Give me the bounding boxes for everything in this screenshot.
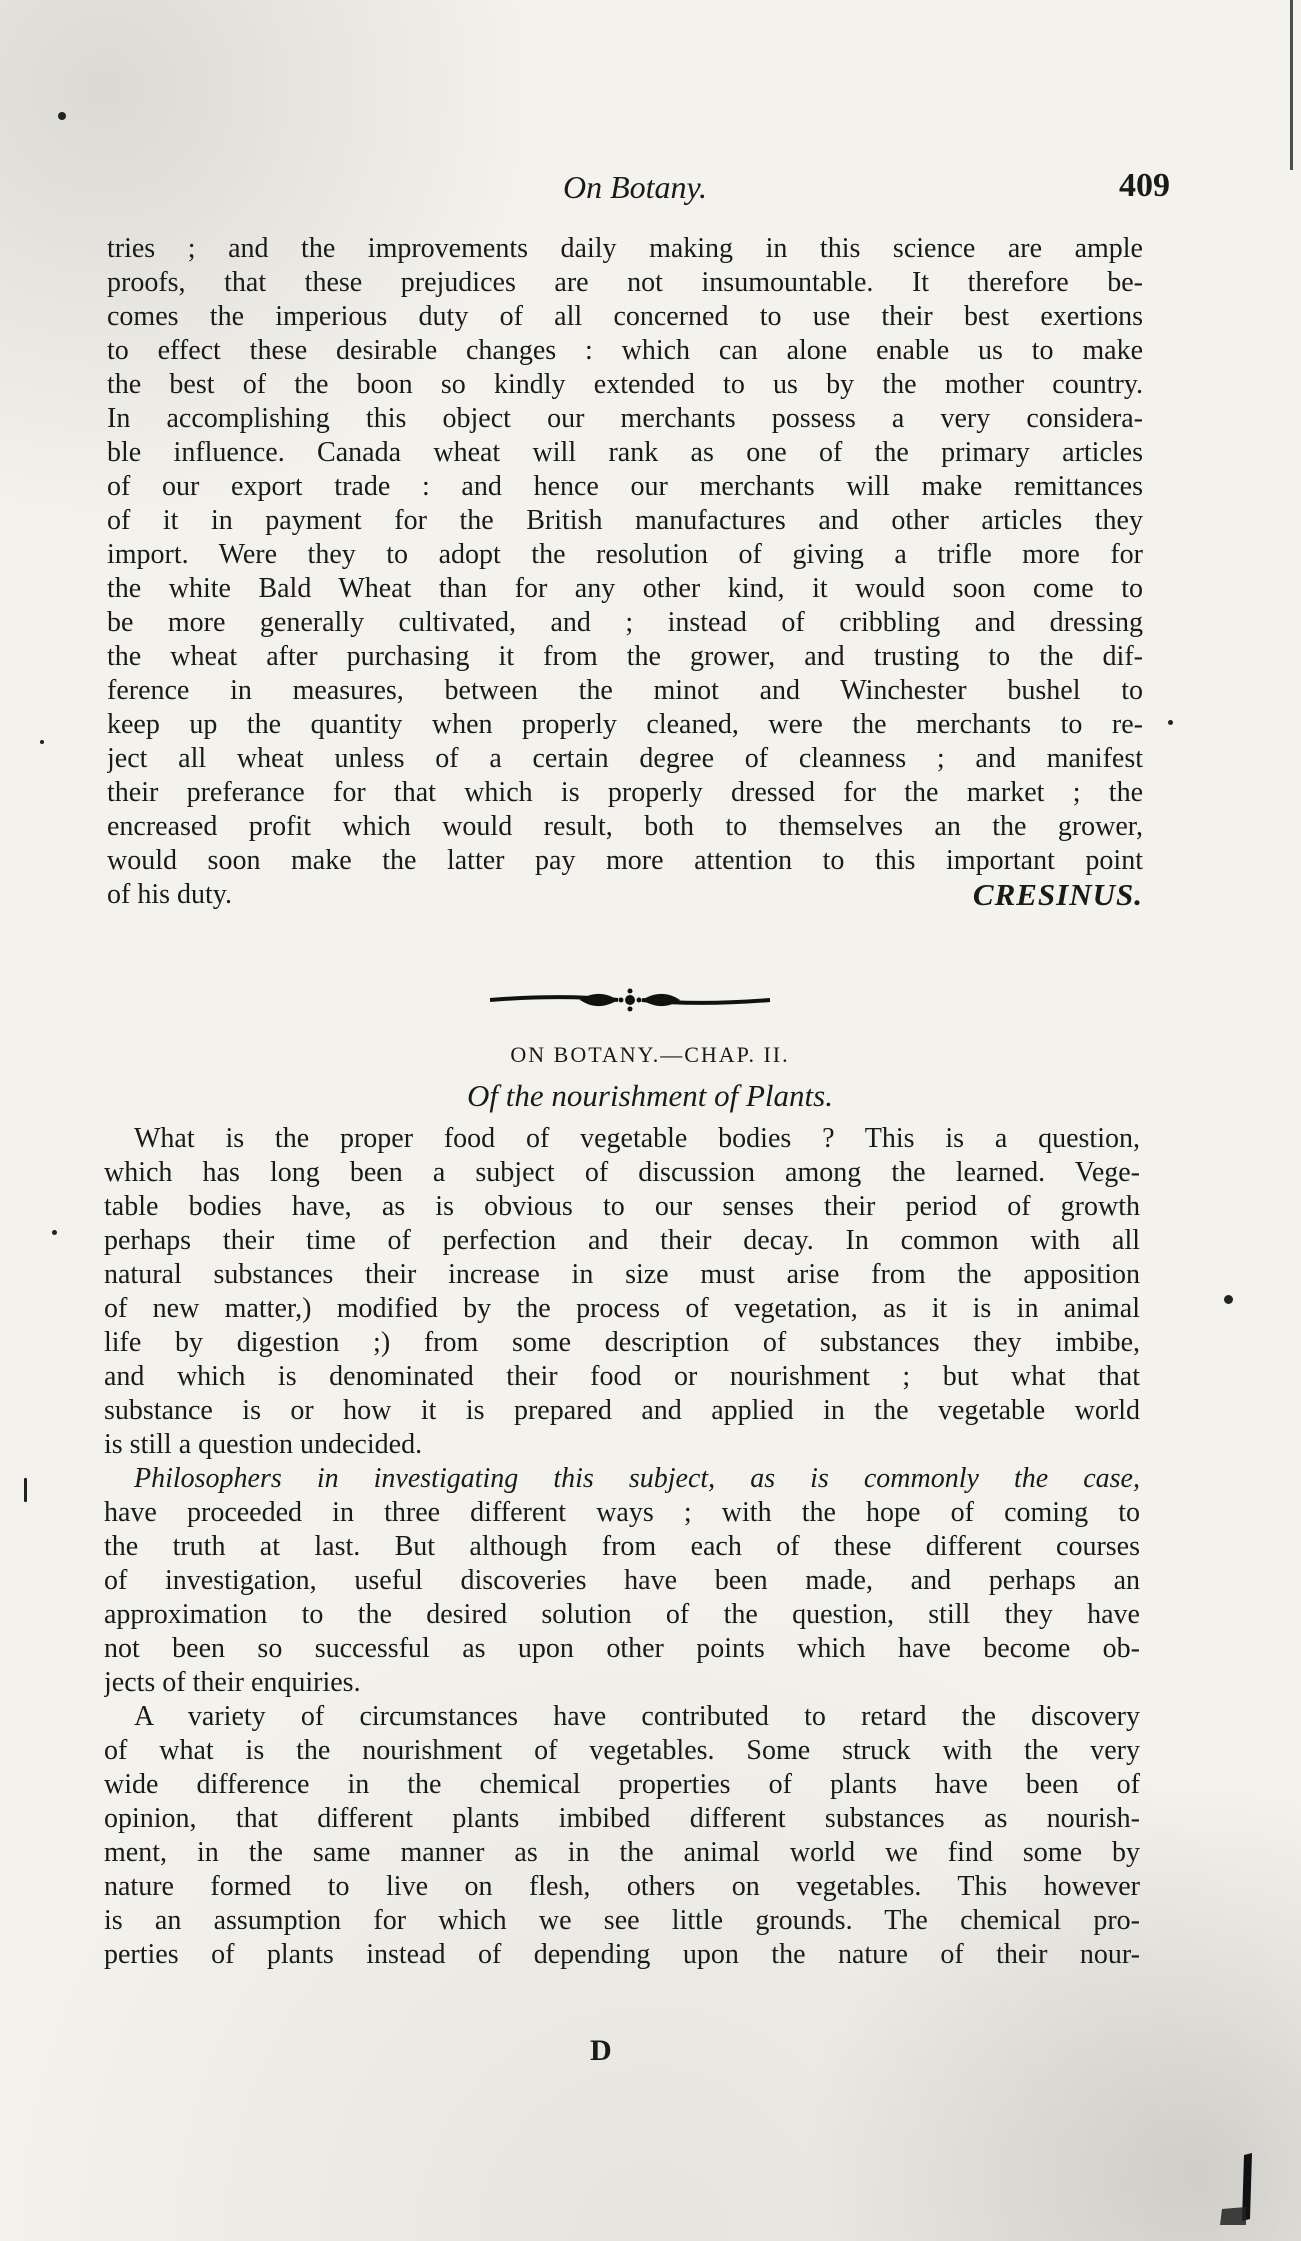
text-line: approximation to the desired solution of the question, still they have: [104, 1599, 1140, 1630]
text-line: perhaps their time of perfection and their decay. In common with all: [104, 1225, 1140, 1256]
text-line: proofs, that these prejudices are not insumountable. It therefore be-: [107, 267, 1143, 298]
speck: [24, 1478, 27, 1502]
speck: [1224, 1295, 1233, 1304]
article-two: [104, 1122, 1140, 1972]
text-line: is an assumption for which we see little grounds. The chemical pro-: [104, 1905, 1140, 1936]
speck: [52, 1230, 57, 1235]
section-subtitle: Of the nourishment of Plants.: [467, 1078, 833, 1113]
text-line: the white Bald Wheat than for any other kind, it would soon come to: [107, 573, 1143, 604]
text-line: to effect these desirable changes : which can alone enable us to make: [107, 335, 1143, 366]
article-one: [107, 232, 1143, 912]
text-line: tries ; and the improvements daily making in this science are ample: [107, 233, 1143, 264]
text-line: the truth at last. But although from each of these different courses: [104, 1531, 1140, 1562]
text-line: wide difference in the chemical properties of plants have been of: [104, 1769, 1140, 1800]
text-line: opinion, that different plants imbibed different substances as nourish-: [104, 1803, 1140, 1834]
text-line: jects of their enquiries.: [104, 1667, 361, 1698]
text-line: life by digestion ;) from some description of substances they imbibe,: [104, 1327, 1140, 1358]
text-line: comes the imperious duty of all concerned to use their best exertions: [107, 301, 1143, 332]
text-line: In accomplishing this object our merchants possess a very considera-: [107, 403, 1143, 434]
text-line: of new matter,) modified by the process of vegetation, as it is in animal: [104, 1293, 1140, 1324]
margin-rule: [1290, 0, 1293, 170]
running-title: On Botany.: [563, 169, 707, 205]
text-line: perties of plants instead of depending upon the nature of their nour-: [104, 1939, 1140, 1970]
text-line: Philosophers in investigating this subject, as is commonly the case,: [134, 1463, 1140, 1494]
text-line: is still a question undecided.: [104, 1429, 423, 1460]
text-line: of his duty.: [107, 879, 232, 910]
text-line: of it in payment for the British manufactures and other articles they: [107, 505, 1143, 536]
paragraph: [104, 1700, 1140, 1972]
text-line: their preferance for that which is properly dressed for the market ; the: [107, 777, 1143, 808]
text-line: and which is denominated their food or nourishment ; but what that: [104, 1361, 1140, 1392]
paragraph: [104, 1122, 1140, 1462]
text-line: ject all wheat unless of a certain degree of cleanness ; and manifest: [107, 743, 1143, 774]
text-line: be more generally cultivated, and ; instead of cribbling and dressing: [107, 607, 1143, 638]
text-line: of our export trade : and hence our merchants will make remittances: [107, 471, 1143, 502]
text-line: A variety of circumstances have contributed to retard the discovery: [134, 1701, 1140, 1732]
text-line: of investigation, useful discoveries have been made, and perhaps an: [104, 1565, 1140, 1596]
author-signature: CRESINUS.: [972, 877, 1143, 912]
text-line: substance is or how it is prepared and applied in the vegetable world: [104, 1395, 1140, 1426]
signature-line: [107, 878, 1143, 912]
speck: [1168, 720, 1173, 725]
text-line: nature formed to live on flesh, others on vegetables. This however: [104, 1871, 1140, 1902]
speck: [40, 740, 44, 744]
text-line: table bodies have, as is obvious to our senses their period of growth: [104, 1191, 1140, 1222]
text-line: have proceeded in three different ways ; with the hope of coming to: [104, 1497, 1140, 1528]
text-line: which has long been a subject of discussion among the learned. Vege-: [104, 1157, 1140, 1188]
text-line: of what is the nourishment of vegetables. Some struck with the very: [104, 1735, 1140, 1766]
text-line: would soon make the latter pay more attention to this important point: [107, 845, 1143, 876]
page-number: 409: [1119, 167, 1170, 204]
section-heading: ON BOTANY.—CHAP. II.: [510, 1042, 790, 1067]
text-line: ment, in the same manner as in the animal world we find some by: [104, 1837, 1140, 1868]
text-line: the best of the boon so kindly extended to us by the mother country.: [107, 369, 1143, 400]
text-line: keep up the quantity when properly cleaned, were the merchants to re-: [107, 709, 1143, 740]
ornament-divider-icon: [480, 982, 780, 1018]
text-line: natural substances their increase in size must arise from the apposition: [104, 1259, 1140, 1290]
page-header: [100, 165, 1170, 215]
paragraph: [104, 1462, 1140, 1700]
text-line: What is the proper food of vegetable bodies ? This is a question,: [134, 1123, 1140, 1154]
signature-mark: D: [590, 2034, 612, 2067]
speck: [58, 112, 66, 120]
text-line: encreased profit which would result, both to themselves an the grower,: [107, 811, 1143, 842]
ink-smudge-icon: [1216, 2149, 1276, 2229]
text-line: ble influence. Canada wheat will rank as one of the primary articles: [107, 437, 1143, 468]
text-line: not been so successful as upon other points which have become ob-: [104, 1633, 1140, 1664]
text-line: the wheat after purchasing it from the grower, and trusting to the dif-: [107, 641, 1143, 672]
text-line: ference in measures, between the minot and Winchester bushel to: [107, 675, 1143, 706]
text-line: import. Were they to adopt the resolution of giving a trifle more for: [107, 539, 1143, 570]
